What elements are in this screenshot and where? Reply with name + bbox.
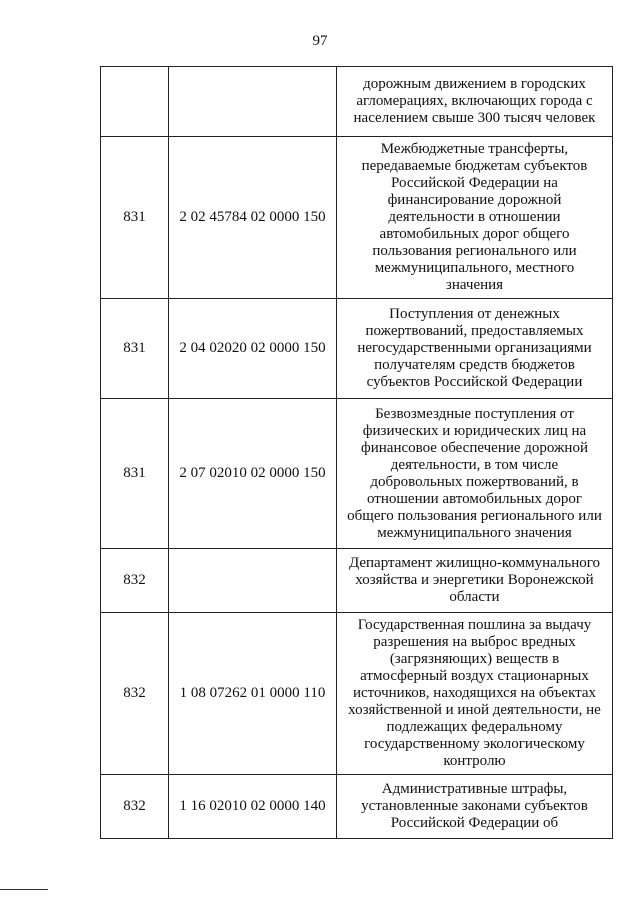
revenue-name-line: Российской Федерации об xyxy=(390,815,559,831)
admin-code-cell: 832 xyxy=(101,775,169,839)
page-number: 97 xyxy=(312,33,328,49)
revenue-name-line: субъектов Российской Федерации xyxy=(366,374,583,390)
revenue-name-line: отношении автомобильных дорог xyxy=(367,490,582,507)
table-body xyxy=(101,67,613,839)
revenue-name-line: хозяйства и энергетики Воронежской xyxy=(355,572,594,588)
footer-rule xyxy=(0,889,48,890)
admin-code-cell: 831 xyxy=(101,299,169,399)
revenue-name-line: пожертвований, предоставляемых xyxy=(365,323,584,339)
revenue-name-line: Поступления от денежных xyxy=(389,306,560,322)
budget-classification-code-cell: 1 16 02010 02 0000 140 xyxy=(169,775,337,839)
revenue-name-line: установленные законами субъектов xyxy=(361,798,588,814)
revenue-name-line: передаваемые бюджетам субъектов xyxy=(361,158,588,174)
budget-classification-code-cell: 2 02 45784 02 0000 150 xyxy=(169,137,337,299)
revenue-name-line: дорожным движением в городских xyxy=(363,76,586,92)
revenue-name-text xyxy=(337,617,612,770)
revenue-name-text xyxy=(337,306,612,391)
table-row xyxy=(101,613,613,775)
revenue-name-line: разрешения на выброс вредных xyxy=(373,634,576,650)
revenue-name-line: пользования регионального или xyxy=(372,243,577,259)
admin-code-cell: 831 xyxy=(101,137,169,299)
revenue-name-line: государственному экологическому xyxy=(364,736,585,752)
revenue-name-cell xyxy=(337,299,613,399)
admin-code-cell xyxy=(101,67,169,137)
revenue-name-line: Российской Федерации на xyxy=(391,175,558,191)
revenue-name-line: контролю xyxy=(443,753,506,769)
budget-classification-code-cell: 1 08 07262 01 0000 110 xyxy=(169,613,337,775)
revenue-name-cell xyxy=(337,137,613,299)
revenue-name-line: Межбюджетные трансферты, xyxy=(380,141,569,157)
admin-code-cell: 832 xyxy=(101,549,169,613)
revenue-name-text xyxy=(337,141,612,294)
revenue-name-line: Департамент жилищно-коммунального xyxy=(348,555,601,571)
revenue-name-cell xyxy=(337,775,613,839)
revenue-name-line: финансирование дорожной xyxy=(387,192,562,208)
table-row xyxy=(101,137,613,299)
budget-revenue-table xyxy=(100,66,613,839)
revenue-name-cell xyxy=(337,549,613,613)
table-row xyxy=(101,549,613,613)
revenue-name-line: деятельности, в том числе xyxy=(390,456,559,473)
budget-classification-code-cell xyxy=(169,549,337,613)
table-row xyxy=(101,775,613,839)
revenue-name-line: межмуниципального, местного xyxy=(374,260,575,276)
revenue-name-line: общего пользования регионального или xyxy=(347,507,602,524)
revenue-name-cell xyxy=(337,613,613,775)
revenue-name-cell xyxy=(337,67,613,137)
revenue-name-line: Государственная пошлина за выдачу xyxy=(357,617,592,633)
revenue-name-line: атмосферный воздух стационарных xyxy=(360,668,589,684)
revenue-name-line: области xyxy=(449,589,500,605)
revenue-name-line: агломерациях, включающих города с xyxy=(356,93,593,109)
revenue-name-line: Безвозмездные поступления от xyxy=(375,405,574,422)
revenue-name-text xyxy=(337,555,612,606)
revenue-name-line: значения xyxy=(445,277,504,293)
admin-code-cell: 832 xyxy=(101,613,169,775)
revenue-name-text xyxy=(337,76,612,127)
revenue-name-line: источников, находящихся на объектах xyxy=(352,685,597,701)
revenue-name-text xyxy=(337,781,612,832)
revenue-name-cell xyxy=(337,399,613,549)
revenue-name-line: (загрязняющих) веществ в xyxy=(389,651,560,667)
revenue-name-text xyxy=(337,406,612,542)
revenue-name-line: деятельности в отношении xyxy=(388,209,561,225)
revenue-name-line: подлежащих федеральному xyxy=(386,719,563,735)
revenue-name-line: негосударственными организациями xyxy=(357,340,592,356)
revenue-name-line: автомобильных дорог общего xyxy=(379,226,570,242)
revenue-name-line: получателям средств бюджетов xyxy=(374,357,575,373)
budget-classification-code-cell: 2 07 02010 02 0000 150 xyxy=(169,399,337,549)
revenue-name-line: физических и юридических лиц на xyxy=(362,422,587,439)
revenue-name-line: финансовое обеспечение дорожной xyxy=(361,439,588,456)
table-row xyxy=(101,299,613,399)
admin-code-cell: 831 xyxy=(101,399,169,549)
revenue-name-line: хозяйственной и иной деятельности, не xyxy=(348,702,601,718)
revenue-name-line: добровольных пожертвований, в xyxy=(370,473,579,490)
budget-classification-code-cell: 2 04 02020 02 0000 150 xyxy=(169,299,337,399)
revenue-name-line: межмуниципального значения xyxy=(377,524,572,541)
table-row xyxy=(101,399,613,549)
revenue-name-line: населением свыше 300 тысяч человек xyxy=(353,110,596,126)
table-row xyxy=(101,67,613,137)
revenue-name-line: Административные штрафы, xyxy=(381,781,568,797)
budget-classification-code-cell xyxy=(169,67,337,137)
